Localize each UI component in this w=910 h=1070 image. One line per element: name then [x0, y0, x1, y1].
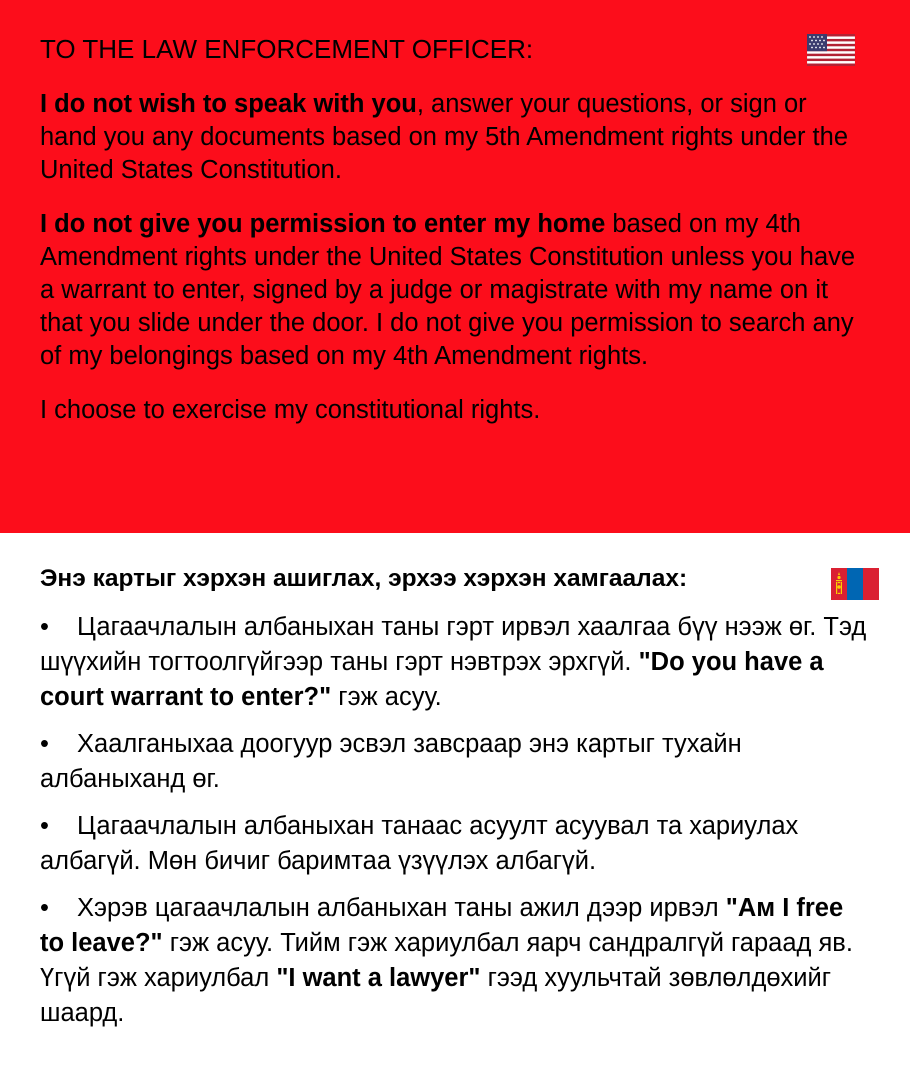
item-text: гэж асуу.: [331, 683, 442, 711]
emphasis-text: "Ам I free to leave?": [40, 894, 844, 957]
list-item: [40, 891, 870, 1031]
paragraph-text: I choose to exercise my constitutional rights.: [40, 396, 541, 424]
item-text: Цагаачлалын албаныхан танаас асуулт асуувал та хариулах албагүй. Мөн бичиг баримтаа үзүүлэх албагүй.: [40, 812, 799, 875]
item-text: Хаалганыхаа доогуур эсвэл завсраар энэ картыг тухайн албаныханд өг.: [40, 730, 742, 793]
english-card: [0, 0, 910, 533]
english-paragraph: [40, 88, 870, 187]
emphasis-text: "I want a lawyer": [276, 964, 481, 992]
bullet-icon: •: [40, 812, 49, 840]
item-text: Цагаачлалын албаныхан таны гэрт ирвэл хаалгаа бүү нээж өг. Тэд шүүхийн тогтоолгүйгээр таны гэрт нэвтрэх эрхгүй.: [40, 613, 867, 676]
mongolian-bullets: [40, 610, 870, 1031]
paragraph-text: , answer your questions, or sign or hand you any documents based on my 5th Amendment rights under the United States Constitution.: [40, 90, 849, 184]
list-item: [40, 727, 870, 797]
item-text: гэж асуу. Тийм гэж хариулбал яарч сандралгүй гараад яв. Үгүй гэж хариулбал: [40, 929, 853, 992]
paragraph-text: based on my 4th Amendment rights under the United States Constitution unless you have a warrant to enter, signed by a judge or magistrate with my name on it that you slide under the door. I do not give you permission to search any of my belongings based on my 4th Amendment rights.: [40, 210, 856, 370]
bullet-icon: •: [40, 730, 49, 758]
english-paragraph: [40, 208, 870, 373]
english-paragraphs: [40, 88, 870, 427]
list-item: [40, 809, 870, 879]
emphasis-text: "Do you have a court warrant to enter?": [40, 648, 824, 711]
mongolian-card: [0, 533, 910, 1070]
item-text: Хэрэв цагаачлалын албаныхан таны ажил дээр ирвэл: [77, 894, 726, 922]
us-flag-icon: [807, 34, 855, 66]
mongolia-flag-icon: [831, 568, 879, 600]
card-title: TO THE LAW ENFORCEMENT OFFICER:: [40, 34, 534, 64]
item-text: гээд хуульчтай зөвлөлдөхийг шаард.: [40, 964, 832, 1027]
bullet-icon: •: [40, 894, 49, 922]
emphasis-text: I do not wish to speak with you: [40, 90, 417, 118]
english-paragraph: [40, 394, 870, 427]
emphasis-text: I do not give you permission to enter my home: [40, 210, 606, 238]
bullet-icon: •: [40, 613, 49, 641]
mongolian-title: Энэ картыг хэрхэн ашиглах, эрхээ хэрхэн хамгаалах:: [40, 565, 688, 592]
list-item: [40, 610, 870, 715]
